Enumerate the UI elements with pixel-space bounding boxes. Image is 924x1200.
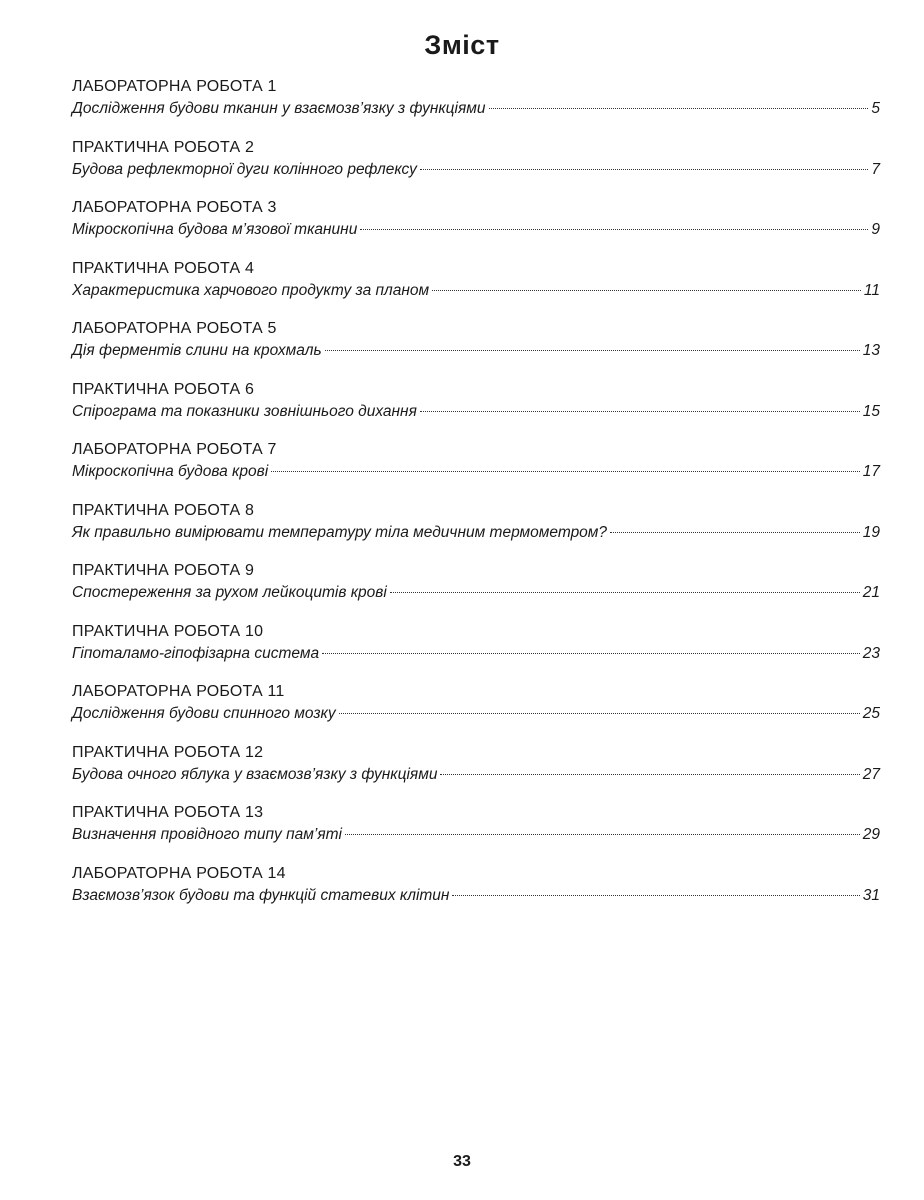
toc-subtitle: Спостереження за рухом лейкоцитів крові (72, 584, 387, 601)
dot-leader (390, 592, 860, 593)
toc-heading: ЛАБОРАТОРНА РОБОТА 14 (72, 864, 286, 882)
toc-entry[interactable] (72, 137, 880, 198)
toc-subtitle: Дослідження будови спинного мозку (72, 705, 336, 722)
toc-heading: ПРАКТИЧНА РОБОТА 4 (72, 259, 255, 277)
toc-subtitle: Будова рефлекторної дуги колінного рефлексу (72, 160, 417, 178)
toc-entry[interactable] (72, 379, 880, 440)
dot-leader (420, 169, 869, 170)
dot-leader (271, 471, 860, 472)
toc-subtitle: Гіпоталамо-гіпофізарна система (72, 644, 320, 662)
toc-line (72, 703, 880, 725)
toc-entry[interactable] (72, 863, 880, 924)
dot-leader (360, 229, 868, 230)
toc-line (72, 159, 880, 181)
toc-subtitle: Дія ферментів слини на крохмаль (72, 342, 322, 359)
toc-heading: ПРАКТИЧНА РОБОТА 13 (72, 804, 264, 821)
toc-page-number: 31 (862, 886, 880, 904)
toc-entry[interactable] (72, 318, 880, 379)
toc-heading: ЛАБОРАТОРНА РОБОТА 7 (72, 441, 277, 458)
toc-heading: ЛАБОРАТОРНА РОБОТА 3 (72, 199, 277, 216)
toc-line (72, 885, 880, 907)
toc-line (72, 219, 880, 241)
toc-page-number: 5 (871, 100, 880, 117)
toc-page-number: 21 (862, 584, 880, 601)
dot-leader (432, 290, 861, 291)
dot-leader (489, 108, 869, 109)
toc-page-number: 7 (871, 160, 880, 178)
toc-page-number: 25 (862, 705, 880, 722)
toc-heading: ПРАКТИЧНА РОБОТА 2 (72, 138, 255, 156)
toc-heading: ПРАКТИЧНА РОБОТА 8 (72, 501, 255, 519)
toc-page-number: 29 (862, 826, 880, 843)
toc-entry[interactable] (72, 802, 880, 863)
toc-entry[interactable] (72, 197, 880, 258)
toc-subtitle: Взаємозв’язок будови та функцій статевих клітин (72, 886, 450, 904)
dot-leader (420, 411, 860, 412)
toc-page-number: 19 (862, 523, 880, 541)
toc-entry[interactable] (72, 500, 880, 561)
toc-page-number: 27 (862, 765, 880, 783)
toc-line (72, 582, 880, 604)
toc-heading: ЛАБОРАТОРНА РОБОТА 11 (72, 683, 285, 700)
page-title: Зміст (424, 30, 500, 60)
dot-leader (322, 653, 860, 654)
toc-heading: ЛАБОРАТОРНА РОБОТА 1 (72, 78, 277, 95)
dot-leader (440, 774, 859, 775)
toc-entry[interactable] (72, 439, 880, 500)
toc-page-number: 9 (871, 221, 880, 238)
toc-entry[interactable] (72, 258, 880, 319)
toc-subtitle: Мікроскопічна будова м’язової тканини (72, 221, 358, 238)
toc-line (72, 522, 880, 544)
toc-line (72, 461, 880, 483)
toc-entry[interactable] (72, 76, 880, 137)
toc-subtitle: Дослідження будови тканин у взаємозв’язку з функціями (72, 100, 486, 117)
toc-heading: ПРАКТИЧНА РОБОТА 9 (72, 562, 255, 579)
toc-subtitle: Спірограма та показники зовнішнього дихання (72, 402, 417, 420)
toc-page-number: 17 (862, 463, 880, 480)
toc-heading: ПРАКТИЧНА РОБОТА 6 (72, 380, 255, 398)
dot-leader (339, 713, 860, 714)
table-of-contents (72, 76, 880, 923)
toc-heading: ПРАКТИЧНА РОБОТА 10 (72, 622, 264, 640)
toc-line (72, 340, 880, 362)
toc-subtitle: Як правильно вимірювати температуру тіла медичним термометром? (72, 523, 608, 541)
toc-heading: ЛАБОРАТОРНА РОБОТА 5 (72, 320, 277, 337)
dot-leader (345, 834, 860, 835)
toc-subtitle: Характеристика харчового продукту за планом (72, 281, 430, 299)
toc-page-number: 13 (862, 342, 880, 359)
toc-entry[interactable] (72, 742, 880, 803)
toc-page-number: 11 (863, 281, 880, 299)
toc-entry[interactable] (72, 560, 880, 621)
toc-line (72, 401, 880, 423)
toc-subtitle: Визначення провідного типу пам’яті (72, 826, 342, 843)
toc-page-number: 15 (862, 402, 880, 420)
toc-entry[interactable] (72, 621, 880, 682)
page-number: 33 (453, 1153, 471, 1170)
toc-line (72, 824, 880, 846)
toc-line (72, 98, 880, 120)
toc-subtitle: Будова очного яблука у взаємозв’язку з функціями (72, 765, 438, 783)
toc-heading: ПРАКТИЧНА РОБОТА 12 (72, 743, 264, 761)
dot-leader (610, 532, 860, 533)
dot-leader (325, 350, 860, 351)
toc-subtitle: Мікроскопічна будова крові (72, 463, 269, 480)
toc-entry[interactable] (72, 681, 880, 742)
toc-line (72, 280, 880, 302)
toc-line (72, 643, 880, 665)
toc-page-number: 23 (862, 644, 880, 662)
toc-line (72, 764, 880, 786)
dot-leader (452, 895, 859, 896)
